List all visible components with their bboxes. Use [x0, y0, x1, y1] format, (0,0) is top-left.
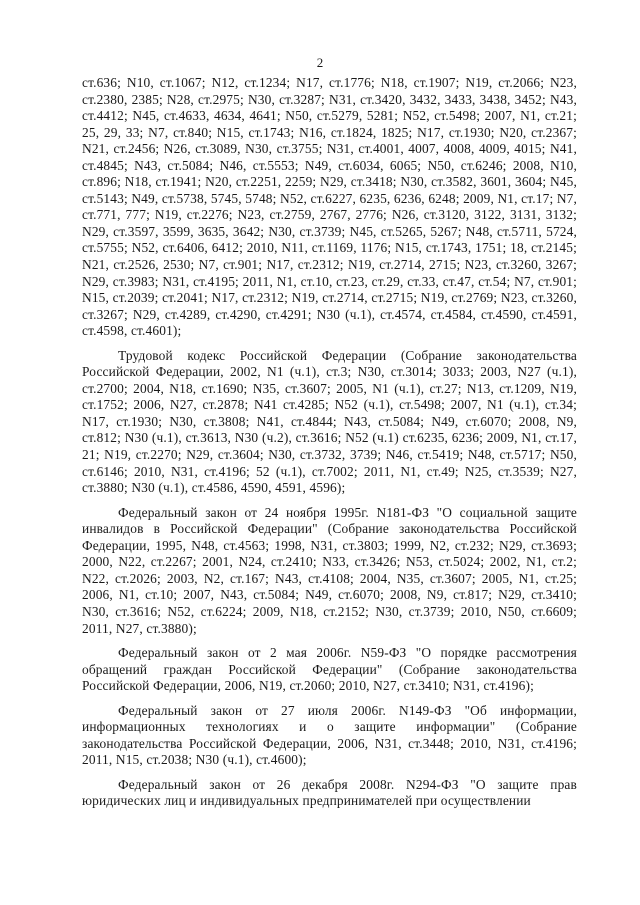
- paragraph-law-business-rights: Федеральный закон от 26 декабря 2008г. N294-ФЗ "О защите прав юридических лиц и индивидуальных предпринимателей при осуществлении: [82, 776, 577, 809]
- paragraph-law-information: Федеральный закон от 27 июля 2006г. N149-ФЗ "Об информации, информационных технологиях и о защите информации" (Собрание законодательства Российской Федерации, 2006, N31, ст.3448; 2010, N31, ст.4196; 2011, N15, ст.2038; N30 (ч.1), ст.4600);: [82, 702, 577, 768]
- paragraph-law-disabled-protection: Федеральный закон от 24 ноября 1995г. N181-ФЗ "О социальной защите инвалидов в Российской Федерации" (Собрание законодательства Российской Федерации, 1995, N48, ст.4563; 1998, N31, ст.3803; 1999, N2, ст.232; N29, ст.3693; 2000, N22, ст.2267; 2001, N24, ст.2410; N33, ст.3426; N53, ст.5024; 2002, N1, ст.2; N22, ст.2026; 2003, N2, ст.167; N43, ст.4108; 2004, N35, ст.3607; 2005, N1, ст.25; 2006, N1, ст.10; 2007, N43, ст.5084; N49, ст.6070; 2008, N9, ст.817; N29, ст.3410; N30, ст.3616; N52, ст.6224; 2009, N18, ст.2152; N30, ст.3739; 2010, N50, ст.6609; 2011, N27, ст.3880);: [82, 504, 577, 636]
- document-body: [82, 75, 577, 818]
- paragraph-law-citizen-appeals: Федеральный закон от 2 мая 2006г. N59-ФЗ "О порядке рассмотрения обращений граждан Российской Федерации" (Собрание законодательства Российской Федерации, 2006, N19, ст.2060; 2010, N27, ст.3410; N31, ст.4196);: [82, 645, 577, 694]
- page-number: 2: [316, 55, 324, 70]
- paragraph-labor-code: Трудовой кодекс Российской Федерации (Собрание законодательства Российской Федерации, 2002, N1 (ч.1), ст.3; N30, ст.3014; 3033; 2003, N27 (ч.1), ст.2700; 2004, N18, ст.1690; N35, ст.3607; 2005, N1 (ч.1), ст.27; N13, ст.1209, N19, ст.1752; 2006, N27, ст.2878; N41 ст.4285; N52 (ч.1), ст.5498; 2007, N1 (ч.1), ст.34; N17, ст.1930; N30, ст.3808; N41, ст.4844; N43, ст.5084; N49, ст.6070; 2008, N9, ст.812; N30 (ч.1), ст.3613, N30 (ч.2), ст.3616; N52 (ч.1) ст.6235, 6236; 2009, N1, ст.17, 21; N19, ст.2270; N29, ст.3604; N30, ст.3732, 3739; N46, ст.5419; N48, ст.5717; N50, ст.6146; 2010, N31, ст.4196; 52 (ч.1), ст.7002; 2011, N1, ст.49; N25, ст.3539; N27, ст.3880; N30 (ч.1), ст.4586, 4590, 4591, 4596);: [82, 347, 577, 496]
- paragraph-citations-continued: ст.636; N10, ст.1067; N12, ст.1234; N17, ст.1776; N18, ст.1907; N19, ст.2066; N23, ст.2380, 2385; N28, ст.2975; N30, ст.3287; N31, ст.3420, 3432, 3433, 3438, 3452; N43, ст.4412; N45, ст.4633, 4634, 4641; N50, ст.5279, 5281; N52, ст.5498; 2007, N1, ст.21; 25, 29, 33; N7, ст.840; N15, ст.1743; N16, ст.1824, 1825; N17, ст.1930; N20, ст.2367; N21, ст.2456; N26, ст.3089, N30, ст.3755; N31, ст.4001, 4007, 4008, 4009, 4015; N41, ст.4845; N43, ст.5084; N46, ст.5553; N49, ст.6034, 6065; N50, ст.6246; 2008, N10, ст.896; N18, ст.1941; N20, ст.2251, 2259; N29, ст.3418; N30, ст.3582, 3601, 3604; N45, ст.5143; N49, ст.5738, 5745, 5748; N52, ст.6227, 6235, 6236, 6248; 2009, N1, ст.17; N7, ст.771, 777; N19, ст.2276; N23, ст.2759, 2767, 2776; N26, ст.3120, 3122, 3131, 3132; N29, ст.3597, 3599, 3635, 3642; N30, ст.3739; N45, ст.5265, 5267; N48, ст.5711, 5724, ст.5755; N52, ст.6406, 6412; 2010, N11, ст.1169, 1176; N15, ст.1743, 1751; 18, ст.2145; N21, ст.2526, 2530; N7, ст.901; N17, ст.2312; N19, ст.2714, 2715; N23, ст.3260, 3267; N29, ст.3983; N31, ст.4195; 2011, N1, ст.10, ст.23, ст.29, ст.33, ст.47, ст.54; N7, ст.901; N15, ст.2039; ст.2041; N17, ст.2312; N19, ст.2714, ст.2715; N19, ст.2769; N23, ст.3260, ст.3267; N29, ст.4289, ст.4290, ст.4291; N30 (ч.1), ст.4574, ст.4584, ст.4590, ст.4591, ст.4598, ст.4601);: [82, 75, 577, 339]
